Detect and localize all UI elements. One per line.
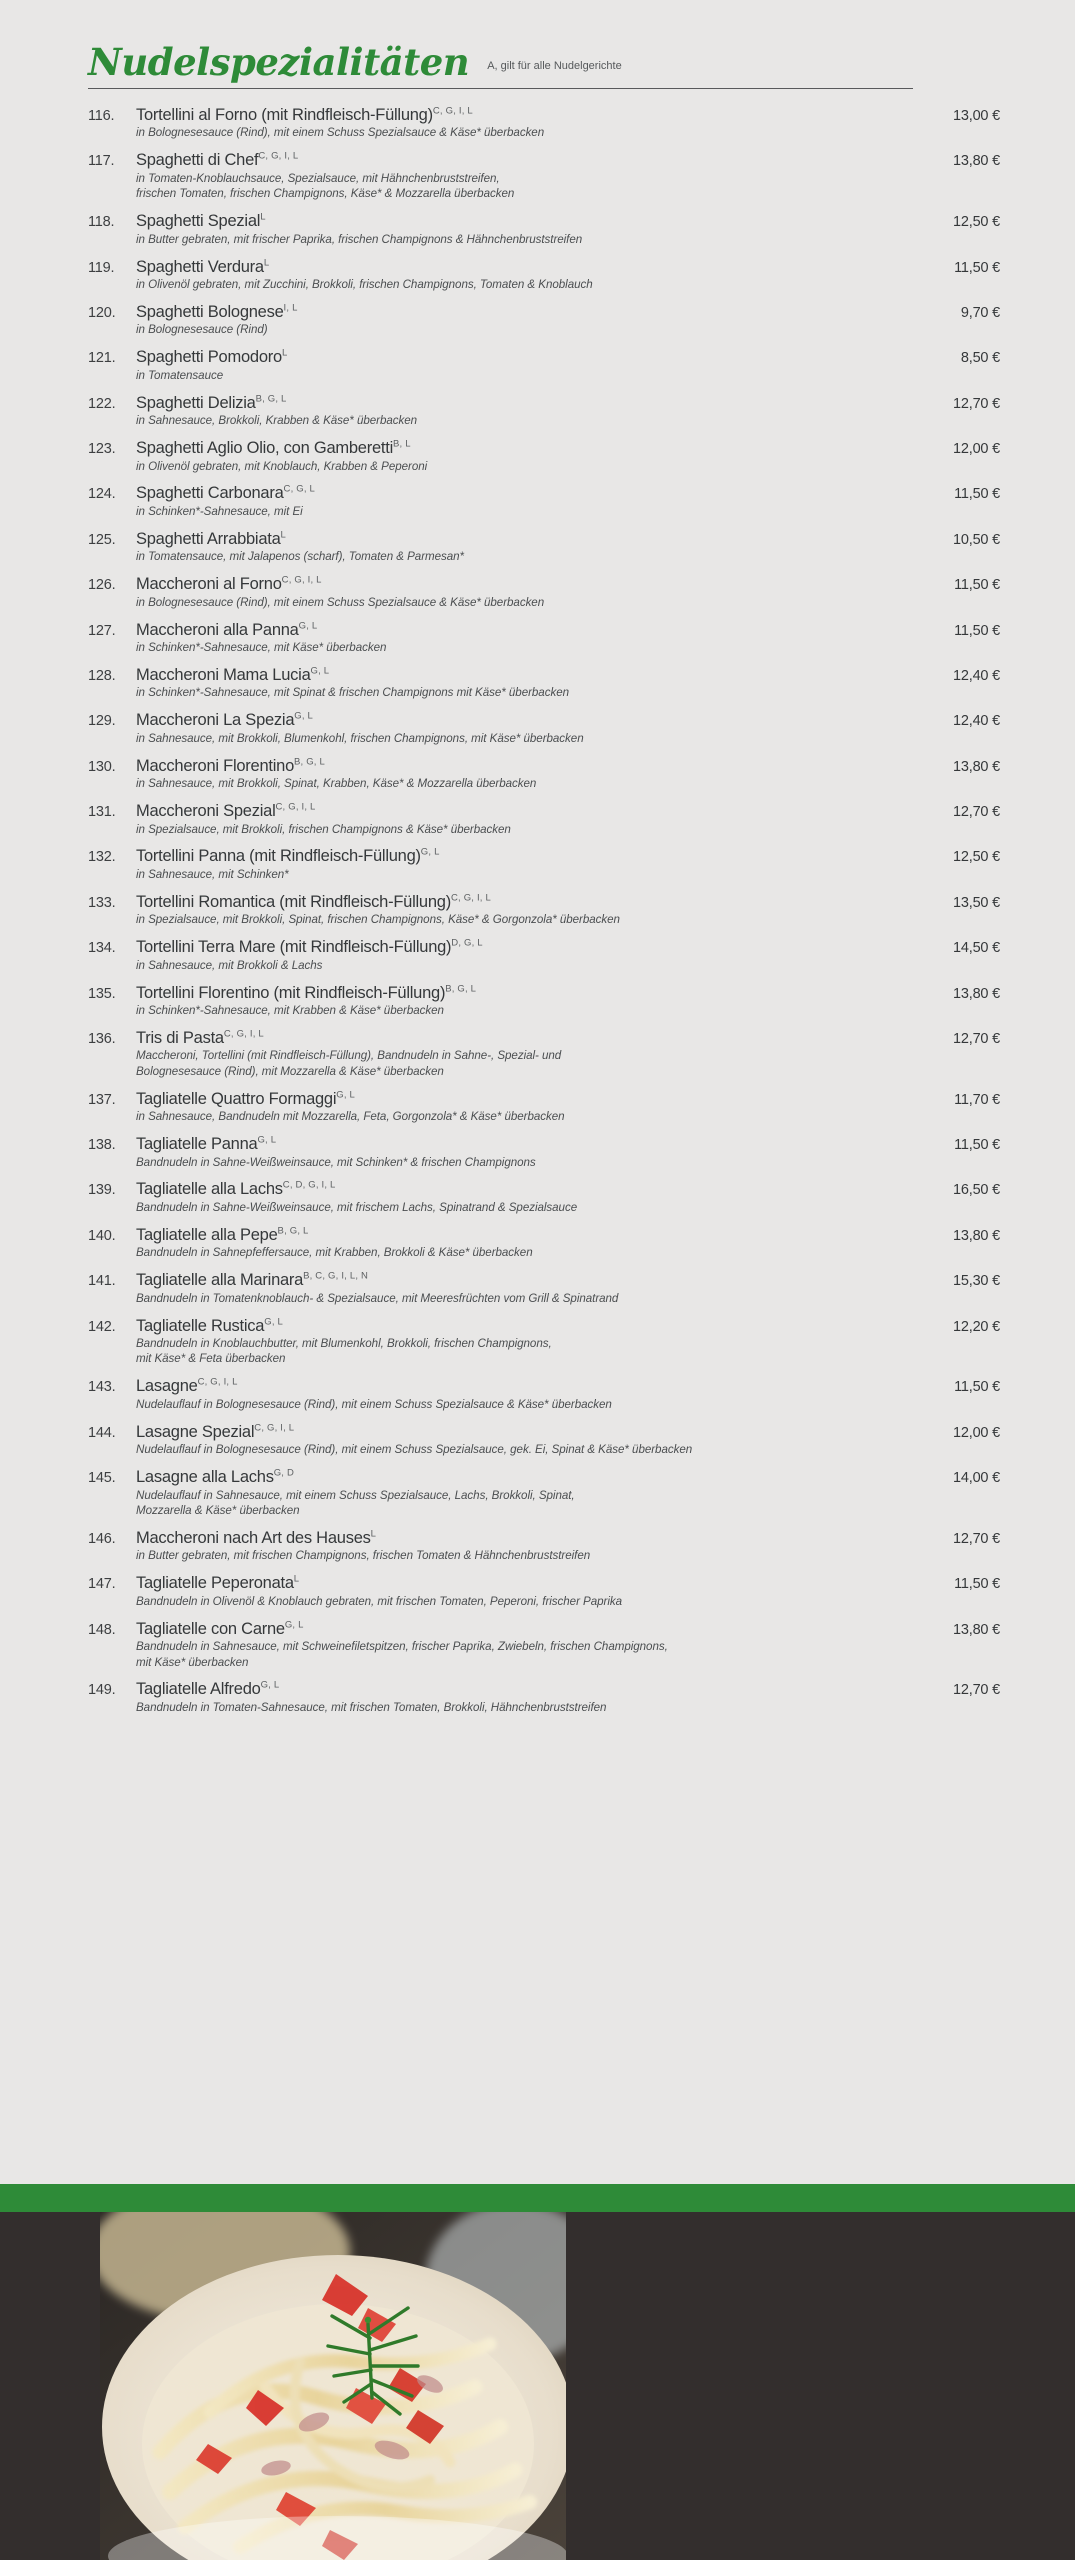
menu-item-name: [136, 893, 902, 911]
menu-item-number: 140.: [88, 1227, 116, 1244]
menu-item-name: [136, 1529, 902, 1547]
menu-item-price: 12,50 €: [953, 214, 1000, 231]
menu-item-price: 13,00 €: [953, 108, 1000, 124]
menu-item-description: in Spezialsauce, mit Brokkoli, Spinat, frischen Champignons, Käse* & Gorgonzola* überbacken: [136, 913, 620, 927]
menu-item-body: [136, 1317, 916, 1367]
menu-item-name: [136, 1135, 902, 1153]
allergen-codes: G, L: [260, 1679, 280, 1691]
menu-item-name: [136, 984, 902, 1002]
menu-item-number: 136.: [88, 1030, 116, 1047]
menu-item-name-text: Tortellini Romantica (mit Rindfleisch-Füllung): [136, 892, 451, 911]
menu-item: [88, 484, 1000, 519]
menu-item-price: 12,70 €: [953, 804, 1000, 821]
menu-item: [88, 1377, 1000, 1412]
allergen-codes: L: [281, 347, 288, 359]
menu-item-name: [136, 303, 902, 321]
menu-item-number: 121.: [88, 350, 116, 367]
menu-item-number: 118.: [88, 214, 115, 231]
allergen-codes: L: [263, 257, 270, 269]
menu-item-body: [136, 893, 916, 928]
menu-item-name-text: Spaghetti Spezial: [136, 212, 261, 231]
menu-item-description: in Bolognesesauce (Rind), mit einem Schuss Spezialsauce & Käse* überbacken: [136, 595, 545, 609]
menu-item-name-text: Tagliatelle alla Pepe: [136, 1225, 278, 1244]
allergen-codes: C, G, I, L: [281, 574, 322, 586]
menu-item-body: [136, 757, 916, 792]
menu-item-description: in Bolognesesauce (Rind), mit einem Schuss Spezialsauce & Käse* überbacken: [136, 126, 545, 140]
allergen-codes: G, L: [310, 665, 330, 677]
menu-item-number: 138.: [88, 1137, 116, 1154]
menu-item-price: 13,80 €: [953, 1227, 1000, 1244]
menu-item-name-text: Tortellini Panna (mit Rindfleisch-Füllung): [136, 847, 421, 866]
menu-item-description: Bandnudeln in Sahne-Weißweinsauce, mit Schinken* & frischen Champignons: [136, 1155, 536, 1169]
menu-item-name-text: Tortellini Florentino (mit Rindfleisch-Füllung): [136, 983, 446, 1002]
allergen-codes: C, G, I, L: [258, 150, 299, 162]
menu-item-description: in Olivenöl gebraten, mit Knoblauch, Krabben & Peperoni: [136, 459, 428, 473]
allergen-codes: C, G, I, L: [254, 1422, 295, 1434]
menu-item-price: 12,70 €: [953, 1682, 1000, 1699]
menu-item: [88, 1180, 1000, 1215]
menu-item-number: 116.: [88, 108, 115, 124]
allergen-codes: B, G, L: [255, 393, 287, 405]
page-title: Nudelspezialitäten: [88, 40, 470, 84]
menu-item-number: 148.: [88, 1621, 116, 1638]
menu-item-number: 123.: [88, 441, 116, 458]
allergen-codes: B, G, L: [277, 1225, 309, 1237]
menu-item-name-text: Maccheroni alla Panna: [136, 620, 299, 639]
menu-item-body: [136, 303, 916, 338]
menu-item-description: in Sahnesauce, mit Brokkoli, Spinat, Krabben, Käse* & Mozzarella überbacken: [136, 777, 537, 791]
menu-item-description: in Sahnesauce, mit Schinken*: [136, 867, 289, 881]
menu-item-name: [136, 802, 902, 820]
menu-item-body: [136, 847, 916, 882]
menu-item: [88, 1574, 1000, 1609]
menu-item-body: [136, 258, 916, 293]
menu-item-price: 12,40 €: [953, 667, 1000, 684]
menu-item-list: [0, 106, 1075, 1715]
menu-item-price: 8,50 €: [960, 350, 1000, 367]
menu-item-body: [136, 212, 916, 247]
menu-item-name: [136, 530, 902, 548]
menu-item: [88, 439, 1000, 474]
menu-item-body: [136, 1180, 916, 1215]
menu-item-description: in Butter gebraten, mit frischer Paprika, frischen Champignons & Hähnchenbruststreifen: [136, 232, 583, 246]
menu-item: [88, 303, 1000, 338]
menu-item: [88, 1423, 1000, 1458]
menu-item-name-text: Spaghetti Bolognese: [136, 302, 284, 321]
menu-item-number: 119.: [88, 259, 115, 276]
menu-item-name-text: Maccheroni nach Art des Hauses: [136, 1528, 371, 1547]
menu-item-description: in Tomatensauce, mit Jalapenos (scharf), Tomaten & Parmesan*: [136, 550, 465, 564]
menu-item-name-text: Tagliatelle alla Lachs: [136, 1180, 283, 1199]
menu-item-number: 144.: [88, 1424, 116, 1441]
menu-item-description: Bandnudeln in Sahnepfeffersauce, mit Krabben, Brokkoli & Käse* überbacken: [136, 1246, 533, 1260]
menu-item-name-text: Tagliatelle Panna: [136, 1135, 258, 1154]
menu-item-number: 139.: [88, 1182, 116, 1199]
menu-item-number: 142.: [88, 1318, 116, 1335]
menu-item: [88, 1317, 1000, 1367]
menu-item-number: 134.: [88, 940, 116, 957]
menu-item-body: [136, 666, 916, 701]
menu-item-description: in Tomaten-Knoblauchsauce, Spezialsauce, mit Hähnchenbruststreifen, frischen Tomaten, frischen Champignons, Käse* & Mozzarella überbacken: [136, 171, 515, 201]
menu-item: [88, 1529, 1000, 1564]
menu-item-number: 130.: [88, 758, 116, 775]
menu-item-name-text: Maccheroni Mama Lucia: [136, 665, 311, 684]
menu-item-description: Bandnudeln in Sahnesauce, mit Schweinefiletspitzen, frischer Paprika, Zwiebeln, frischen Champignons, mit Käse* überbacken: [136, 1640, 668, 1669]
menu-item: [88, 151, 1000, 201]
menu-item: [88, 1226, 1000, 1261]
menu-item-name-text: Spaghetti Verdura: [136, 257, 264, 276]
menu-item-name: [136, 1090, 902, 1108]
menu-item-description: Nudelauflauf in Bolognesesauce (Rind), mit einem Schuss Spezialsauce, gek. Ei, Spinat & Käse* überbacken: [136, 1443, 693, 1457]
allergen-codes: C, G, I, L: [450, 892, 491, 904]
menu-item-body: [136, 621, 916, 656]
menu-item-name-text: Lasagne alla Lachs: [136, 1468, 274, 1487]
menu-item-number: 135.: [88, 985, 116, 1002]
footer-photo-band: [0, 2212, 1075, 2560]
menu-item-name-text: Maccheroni Spezial: [136, 802, 276, 821]
menu-item-number: 143.: [88, 1379, 116, 1396]
menu-item-description: in Spezialsauce, mit Brokkoli, frischen Champignons & Käse* überbacken: [136, 822, 511, 836]
menu-item-price: 11,50 €: [954, 1576, 1000, 1593]
menu-item-number: 137.: [88, 1091, 116, 1108]
menu-item-name: [136, 1423, 902, 1441]
menu-item-body: [136, 151, 916, 201]
menu-item: [88, 621, 1000, 656]
menu-item-name-text: Tagliatelle Peperonata: [136, 1574, 294, 1593]
menu-item: [88, 847, 1000, 882]
menu-item-description: in Schinken*-Sahnesauce, mit Krabben & Käse* überbacken: [136, 1004, 444, 1017]
allergen-codes: G, L: [257, 1134, 277, 1146]
menu-item-description: Nudelauflauf in Bolognesesauce (Rind), mit einem Schuss Spezialsauce & Käse* überbacken: [136, 1397, 612, 1411]
menu-item: [88, 575, 1000, 610]
menu-item-name-text: Tagliatelle Quattro Formaggi: [136, 1089, 337, 1108]
menu-item-name: [136, 1468, 902, 1486]
menu-item-number: 147.: [88, 1576, 116, 1593]
menu-item-name-text: Spaghetti Arrabbiata: [136, 529, 281, 548]
menu-item: [88, 258, 1000, 293]
menu-item-price: 14,00 €: [953, 1470, 1000, 1487]
menu-item-body: [136, 1377, 916, 1412]
allergen-codes: L: [260, 211, 266, 223]
allergen-codes: G, L: [264, 1316, 283, 1328]
allergen-codes: G, L: [336, 1089, 356, 1101]
menu-item: [88, 1135, 1000, 1170]
menu-item-number: 129.: [88, 713, 116, 730]
green-accent-bar: [0, 2184, 1075, 2212]
menu-item-body: [136, 484, 916, 519]
menu-item-price: 12,70 €: [953, 395, 1000, 412]
menu-item-body: [136, 1135, 916, 1170]
menu-item-price: 11,50 €: [954, 577, 1000, 594]
menu-item-name: [136, 938, 902, 956]
menu-item-price: 16,50 €: [953, 1182, 1000, 1199]
menu-item-name: [136, 394, 902, 412]
menu-item-number: 133.: [88, 894, 116, 911]
allergen-codes: L: [370, 1528, 377, 1540]
menu-item-name: [136, 757, 902, 775]
allergen-codes: B, C, G, I, L, N: [303, 1270, 369, 1282]
menu-item-number: 131.: [88, 804, 116, 821]
menu-item-number: 127.: [88, 622, 116, 639]
menu-item-number: 146.: [88, 1530, 116, 1547]
menu-item: [88, 348, 1000, 383]
menu-item-name: [136, 1180, 902, 1198]
allergen-codes: C, G, I, L: [223, 1028, 264, 1040]
allergen-codes: G, D: [273, 1467, 295, 1479]
menu-item: [88, 802, 1000, 837]
menu-item-price: 12,50 €: [953, 849, 1000, 866]
allergen-codes: B, G, L: [445, 983, 477, 995]
menu-item-number: 117.: [88, 153, 115, 170]
menu-item-name: [136, 1029, 902, 1047]
section-header-row: [88, 40, 1000, 84]
menu-item-price: 11,50 €: [954, 1137, 1000, 1154]
menu-item-body: [136, 938, 916, 973]
menu-item-body: [136, 984, 916, 1019]
menu-item-price: 13,80 €: [953, 153, 1000, 170]
menu-item-name: [136, 1226, 902, 1244]
menu-item-name: [136, 1271, 902, 1289]
menu-item-name-text: Tagliatelle alla Marinara: [136, 1271, 304, 1290]
menu-item-description: Nudelauflauf in Sahnesauce, mit einem Schuss Spezialsauce, Lachs, Brokkoli, Spinat, Mozzarella & Käse* überbacken: [136, 1488, 575, 1517]
menu-item-price: 11,50 €: [954, 1379, 1000, 1396]
menu-item-name: [136, 1680, 902, 1698]
menu-item-name-text: Spaghetti Aglio Olio, con Gamberetti: [136, 439, 393, 458]
menu-item: [88, 1468, 1000, 1518]
menu-item-name-text: Tortellini al Forno (mit Rindfleisch-Füllung): [136, 106, 433, 124]
menu-item-body: [136, 1529, 916, 1564]
menu-item-price: 12,70 €: [953, 1030, 1000, 1047]
menu-item-price: 15,30 €: [953, 1273, 1000, 1290]
section-header: [0, 0, 1075, 89]
menu-item-name: [136, 711, 902, 729]
menu-item-description: Bandnudeln in Tomaten-Sahnesauce, mit frischen Tomaten, Brokkoli, Hähnchenbruststreifen: [136, 1700, 607, 1714]
menu-item-price: 11,50 €: [954, 259, 1000, 276]
menu-item-name: [136, 348, 902, 366]
menu-item-price: 13,80 €: [953, 1621, 1000, 1638]
menu-item-description: Bandnudeln in Knoblauchbutter, mit Blumenkohl, Brokkoli, frischen Champignons, mit Käse* & Feta überbacken: [136, 1337, 552, 1366]
menu-item-name: [136, 212, 902, 230]
menu-item-name: [136, 666, 902, 684]
menu-item-price: 14,50 €: [953, 940, 1000, 957]
menu-item-description: in Sahnesauce, mit Brokkoli & Lachs: [136, 958, 323, 972]
menu-item-price: 11,50 €: [954, 622, 1000, 639]
menu-item-body: [136, 1090, 916, 1125]
menu-item: [88, 1271, 1000, 1306]
menu-item-price: 11,70 €: [954, 1091, 1000, 1108]
menu-item-description: in Olivenöl gebraten, mit Zucchini, Brokkoli, frischen Champignons, Tomaten & Knoblauch: [136, 278, 593, 291]
allergen-codes: D, G, L: [451, 937, 483, 949]
menu-item-name-text: Lasagne Spezial: [136, 1422, 255, 1441]
menu-item: [88, 212, 1000, 247]
menu-item-name: [136, 847, 902, 865]
menu-item: [88, 757, 1000, 792]
menu-item-name: [136, 106, 902, 124]
menu-item-body: [136, 802, 916, 837]
menu-item-description: Maccheroni, Tortellini (mit Rindfleisch-Füllung), Bandnudeln in Sahne-, Spezial- und Bolognesesauce (Rind), mit Mozzarella & Käse* überbacken: [136, 1049, 562, 1078]
menu-item-body: [136, 1423, 916, 1458]
menu-item-number: 122.: [88, 395, 116, 412]
allergen-codes: L: [293, 1573, 300, 1585]
menu-item-price: 9,70 €: [960, 304, 1000, 321]
menu-item-description: in Sahnesauce, Brokkoli, Krabben & Käse* überbacken: [136, 414, 418, 428]
menu-item-body: [136, 530, 916, 565]
menu-item-name: [136, 439, 902, 457]
menu-item-name-text: Tris di Pasta: [136, 1028, 224, 1047]
menu-item-description: Bandnudeln in Olivenöl & Knoblauch gebraten, mit frischen Tomaten, Peperoni, frischer Paprika: [136, 1594, 623, 1608]
menu-item-description: in Butter gebraten, mit frischen Champignons, frischen Tomaten & Hähnchenbruststreifen: [136, 1549, 591, 1563]
allergen-codes: C, G, I, L: [197, 1376, 238, 1388]
menu-item-name-text: Tortellini Terra Mare (mit Rindfleisch-Füllung): [136, 938, 452, 957]
menu-item-body: [136, 575, 916, 610]
pasta-dish-photo: [100, 2212, 566, 2560]
menu-item-body: [136, 106, 916, 141]
menu-item-name: [136, 151, 902, 169]
menu-item-price: 11,50 €: [954, 486, 1000, 503]
menu-item-description: in Schinken*-Sahnesauce, mit Spinat & frischen Champignons mit Käse* überbacken: [136, 686, 569, 700]
menu-item-body: [136, 1468, 916, 1518]
menu-item-name: [136, 1620, 902, 1638]
menu-item-number: 120.: [88, 304, 116, 321]
menu-item-price: 13,50 €: [953, 894, 1000, 911]
allergen-codes: G, L: [284, 1619, 304, 1631]
menu-item: [88, 1029, 1000, 1079]
allergen-codes: C, G, I, L: [432, 105, 473, 117]
menu-item-price: 13,80 €: [953, 985, 1000, 1002]
menu-item: [88, 1090, 1000, 1125]
menu-item-price: 10,50 €: [953, 531, 1000, 548]
menu-item-name-text: Spaghetti di Chef: [136, 151, 259, 170]
menu-item-name: [136, 258, 902, 276]
allergen-codes: C, D, G, I, L: [282, 1179, 336, 1191]
menu-item-description: in Schinken*-Sahnesauce, mit Käse* überbacken: [136, 641, 387, 654]
menu-item-name: [136, 575, 902, 593]
menu-item-name-text: Spaghetti Delizia: [136, 393, 256, 412]
menu-item-number: 145.: [88, 1470, 116, 1487]
menu-item-price: 12,40 €: [953, 713, 1000, 730]
menu-item: [88, 394, 1000, 429]
menu-item-name-text: Tagliatelle Alfredo: [136, 1680, 261, 1699]
menu-item: [88, 893, 1000, 928]
allergen-codes: B, L: [392, 438, 411, 450]
menu-item-price: 12,00 €: [953, 1424, 1000, 1441]
menu-item-name-text: Spaghetti Pomodoro: [136, 348, 282, 367]
menu-item-price: 13,80 €: [953, 758, 1000, 775]
menu-item-name-text: Tagliatelle Rustica: [136, 1316, 265, 1335]
allergen-note: A, gilt für alle Nudelgerichte: [487, 60, 622, 72]
menu-item-name: [136, 484, 902, 502]
menu-item: [88, 711, 1000, 746]
menu-item: [88, 666, 1000, 701]
menu-item-body: [136, 1680, 916, 1715]
menu-item-number: 132.: [88, 849, 116, 866]
menu-item-name-text: Maccheroni La Spezia: [136, 711, 295, 730]
menu-item: [88, 938, 1000, 973]
menu-item-name-text: Tagliatelle con Carne: [136, 1619, 285, 1638]
allergen-codes: G, L: [294, 710, 314, 722]
allergen-codes: C, G, L: [283, 483, 316, 495]
menu-item-name-text: Maccheroni al Forno: [136, 575, 282, 594]
menu-item-body: [136, 1226, 916, 1261]
menu-item-body: [136, 1620, 916, 1670]
menu-item: [88, 106, 1000, 141]
menu-item-number: 141.: [88, 1273, 116, 1290]
allergen-codes: L: [280, 529, 287, 541]
menu-item-description: Bandnudeln in Sahne-Weißweinsauce, mit frischem Lachs, Spinatrand & Spezialsauce: [136, 1200, 578, 1214]
menu-item-body: [136, 1029, 916, 1079]
menu-item-number: 128.: [88, 667, 116, 684]
menu-item-price: 12,00 €: [953, 441, 1000, 458]
menu-item-name: [136, 1574, 902, 1592]
menu-item: [88, 984, 1000, 1019]
menu-item-name: [136, 1377, 902, 1395]
menu-item-body: [136, 439, 916, 474]
menu-item-body: [136, 1574, 916, 1609]
allergen-codes: B, G, L: [294, 756, 325, 768]
menu-item-price: 12,20 €: [953, 1318, 1000, 1335]
menu-item-name: [136, 1317, 902, 1335]
menu-item-body: [136, 711, 916, 746]
menu-item-number: 126.: [88, 577, 116, 594]
menu-item-body: [136, 1271, 916, 1306]
menu-item-name-text: Spaghetti Carbonara: [136, 484, 284, 503]
menu-item: [88, 1680, 1000, 1715]
menu-item: [88, 1620, 1000, 1670]
menu-item-price: 12,70 €: [953, 1530, 1000, 1547]
allergen-codes: G, L: [420, 846, 440, 858]
menu-item-number: 125.: [88, 531, 116, 548]
menu-item-description: in Sahnesauce, Bandnudeln mit Mozzarella, Feta, Gorgonzola* & Käse* überbacken: [136, 1110, 565, 1124]
menu-item-description: Bandnudeln in Tomatenknoblauch- & Spezialsauce, mit Meeresfrüchten vom Grill & Spinatrand: [136, 1291, 619, 1305]
menu-item-name-text: Lasagne: [136, 1377, 198, 1396]
menu-item-number: 149.: [88, 1682, 116, 1699]
menu-item-body: [136, 394, 916, 429]
menu-item-description: in Schinken*-Sahnesauce, mit Ei: [136, 504, 303, 518]
menu-item-body: [136, 348, 916, 383]
menu-item-name: [136, 621, 902, 639]
allergen-codes: I, L: [283, 302, 298, 314]
menu-item-description: in Bolognesesauce (Rind): [136, 323, 268, 337]
menu-item-number: 124.: [88, 486, 116, 503]
menu-item-description: in Tomatensauce: [136, 368, 224, 382]
allergen-codes: G, L: [298, 620, 318, 632]
title-divider: [88, 88, 913, 89]
menu-item-description: in Sahnesauce, mit Brokkoli, Blumenkohl, frischen Champignons, mit Käse* überbacken: [136, 731, 584, 745]
menu-item-name-text: Maccheroni Florentino: [136, 756, 294, 775]
allergen-codes: C, G, I, L: [275, 801, 316, 813]
menu-item: [88, 530, 1000, 565]
